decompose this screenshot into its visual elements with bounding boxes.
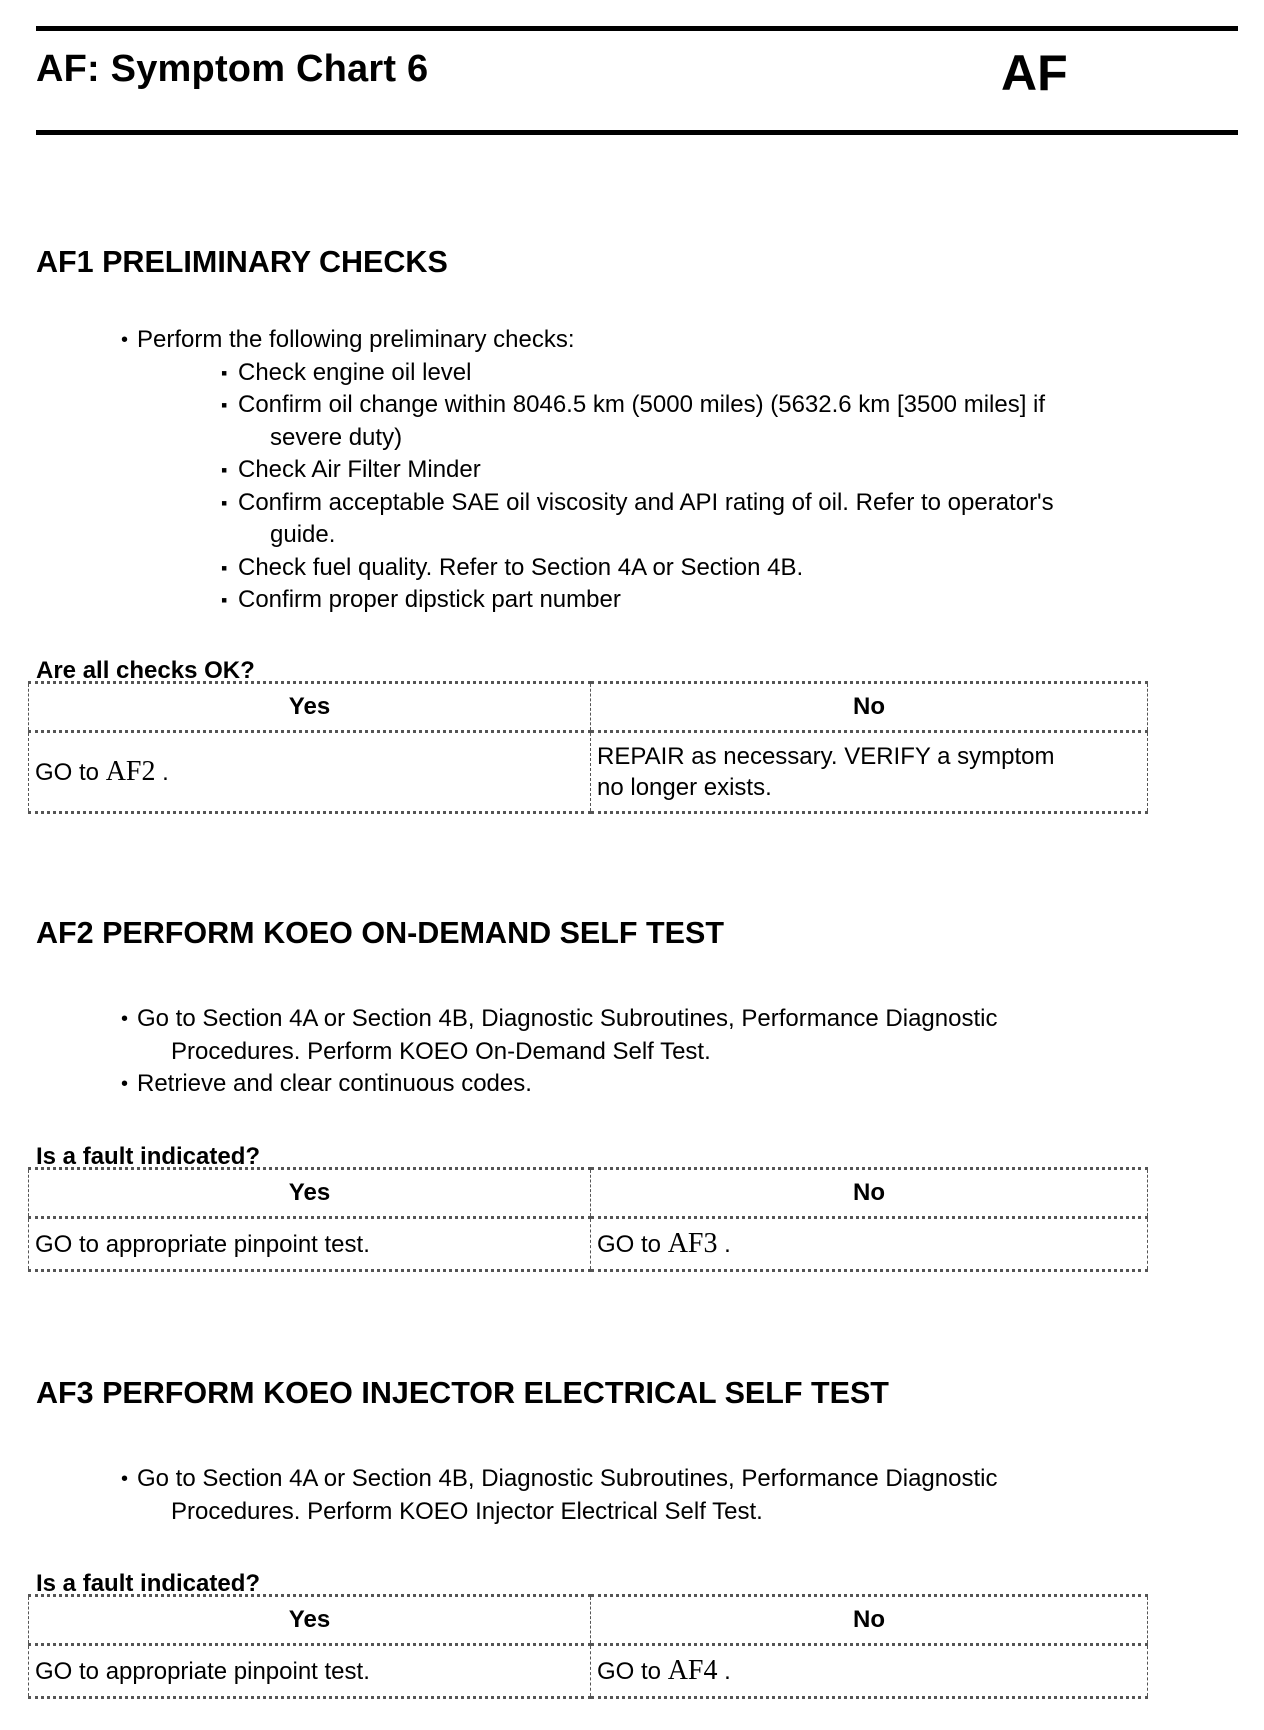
yes-column-header: Yes [29, 1169, 591, 1218]
square-bullet-icon: ▪ [221, 557, 228, 578]
page-title: AF: Symptom Chart 6 [36, 48, 429, 90]
list-item: • Go to Section 4A or Section 4B, Diagnostic Subroutines, Performance Diagnostic Procedures. Perform KOEO Injector Electrical Self Test. [121, 1465, 998, 1525]
no-action-cell: REPAIR as necessary. VERIFY a symptom no longer exists. [591, 732, 1148, 813]
section-badge: AF [1001, 45, 1068, 101]
af1-decision-table [28, 681, 1148, 814]
yes-action-cell: GO to appropriate pinpoint test. [29, 1218, 591, 1271]
link-af3[interactable]: AF3 [667, 1228, 718, 1259]
list-item: • Go to Section 4A or Section 4B, Diagnostic Subroutines, Performance Diagnostic Procedures. Perform KOEO On-Demand Self Test. [121, 1005, 998, 1065]
af3-steps [0, 1463, 1137, 1528]
yes-action-cell: GO to AF2 . [29, 732, 591, 813]
yes-column-header: Yes [29, 683, 591, 732]
list-item: ▪ Confirm oil change within 8046.5 km (5000 miles) (5632.6 km [3500 miles] if severe duty) [221, 391, 1046, 451]
square-bullet-icon: ▪ [221, 395, 228, 415]
table-row [29, 732, 1148, 813]
list-item: ▪ Check fuel quality. Refer to Section 4A or Section 4B. [0, 552, 1188, 585]
round-bullet-icon: • [121, 1008, 129, 1030]
af3-decision-table [28, 1594, 1148, 1699]
section-heading-af2: AF2 PERFORM KOEO ON-DEMAND SELF TEST [36, 916, 724, 950]
section-heading-af1: AF1 PRELIMINARY CHECKS [36, 245, 448, 279]
square-bullet-icon: ▪ [221, 460, 228, 480]
list-item: • Perform the following preliminary checks: [0, 324, 1137, 357]
table-header-row [29, 683, 1148, 732]
table-header-row [29, 1596, 1148, 1645]
link-af4[interactable]: AF4 [667, 1655, 718, 1686]
no-column-header: No [591, 1169, 1148, 1218]
section-heading-af3: AF3 PERFORM KOEO INJECTOR ELECTRICAL SELF TEST [36, 1376, 889, 1410]
round-bullet-icon: • [121, 1468, 129, 1490]
no-action-cell: GO to AF3 . [591, 1218, 1148, 1271]
af2-question: Is a fault indicated? [36, 1143, 261, 1170]
list-item: ▪ Confirm acceptable SAE oil viscosity and API rating of oil. Refer to operator's guide. [221, 488, 1054, 548]
square-bullet-icon: ▪ [221, 362, 228, 383]
link-af2[interactable]: AF2 [105, 756, 156, 787]
list-item: ▪ Confirm proper dipstick part number [0, 584, 1188, 617]
af3-question: Is a fault indicated? [36, 1570, 261, 1597]
list-item: ▪ Check Air Filter Minder [0, 454, 1188, 487]
round-bullet-icon: • [121, 329, 129, 351]
no-action-cell: GO to AF4 . [591, 1645, 1148, 1698]
square-bullet-icon: ▪ [221, 492, 228, 513]
header-top-rule [36, 26, 1238, 31]
af1-checklist [0, 324, 1188, 617]
table-row [29, 1645, 1148, 1698]
af2-steps [0, 1003, 1137, 1101]
yes-column-header: Yes [29, 1596, 591, 1645]
list-item: • Retrieve and clear continuous codes. [0, 1068, 1137, 1101]
af1-question: Are all checks OK? [36, 657, 255, 684]
list-item: ▪ Check engine oil level [0, 357, 1188, 390]
table-header-row [29, 1169, 1148, 1218]
square-bullet-icon: ▪ [221, 590, 228, 610]
no-column-header: No [591, 1596, 1148, 1645]
round-bullet-icon: • [121, 1073, 129, 1095]
no-column-header: No [591, 683, 1148, 732]
yes-action-cell: GO to appropriate pinpoint test. [29, 1645, 591, 1698]
table-row [29, 1218, 1148, 1271]
af2-decision-table [28, 1167, 1148, 1272]
header-bottom-rule [36, 130, 1238, 135]
